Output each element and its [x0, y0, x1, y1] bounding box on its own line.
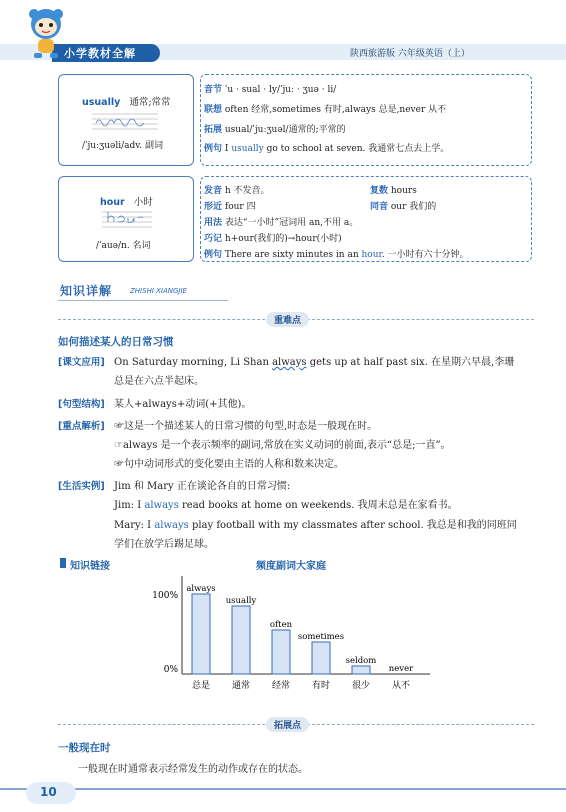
def-row-usage	[204, 215, 358, 228]
handwriting-lines	[102, 208, 152, 230]
chart-title: 频度副词大家庭	[256, 561, 326, 572]
def-label: 巧记	[204, 234, 223, 244]
def-text: often 经常,sometimes 有时,always 总是,never 从不	[224, 105, 447, 115]
x-tick-label: 总是	[191, 681, 211, 691]
def-row-memory	[204, 231, 342, 244]
def-text: ˈu · sual · ly/ˈjuː · ʒuə · li/	[224, 85, 337, 95]
phonetic-hour: /ˈauə/n. 名词	[96, 241, 151, 251]
body-highlight: always	[144, 500, 179, 511]
x-tick-label: 经常	[271, 681, 291, 691]
tag-sentence-structure: [句型结构]	[58, 399, 105, 410]
bar	[312, 642, 330, 674]
section-logo-underline	[58, 300, 228, 301]
def-row-syllable	[204, 82, 336, 95]
def-text: h+our(我们的)→hour(小时)	[224, 234, 342, 244]
app-line-2: 总是在六点半起床。	[114, 376, 204, 387]
headword: usually	[82, 97, 121, 108]
def-row-plural	[370, 183, 417, 196]
def-text: go to school at seven. 我通常七点去上学。	[263, 144, 450, 154]
section-logo: 知识详解	[60, 284, 113, 298]
def-row-association	[204, 102, 446, 115]
tag-key-analysis: [重点解析]	[58, 421, 105, 432]
section-logo-pinyin: ZHISHI XIANGJIE	[130, 287, 187, 295]
structure-text: 某人+always+动词(+其他)。	[114, 399, 252, 410]
section-heading: 如何描述某人的日常习惯	[58, 336, 174, 348]
bar-label: sometimes	[297, 632, 345, 642]
badge-key-point: 重难点	[266, 312, 309, 327]
key-item-3: ☞句中动词形式的变化要由主语的人称和数来决定。	[114, 459, 344, 470]
life-line-1	[114, 496, 458, 511]
def-text: I	[224, 144, 232, 154]
app-line-1	[114, 353, 514, 368]
tag-text-application: [课文应用]	[58, 357, 105, 368]
def-text: our 我们的	[390, 202, 437, 212]
def-label: 用法	[204, 218, 223, 228]
x-tick-label: 从不	[391, 681, 411, 691]
def-text: 表达“一小时”冠词用 an,不用 a。	[224, 218, 359, 228]
mascot-icon	[26, 6, 66, 60]
page-number: 10	[40, 785, 57, 799]
def-text: h 不发音。	[224, 186, 270, 196]
def-row-homophone	[370, 199, 436, 212]
knowledge-link-label: 知识链接	[70, 561, 110, 572]
def-label: 例句	[204, 144, 223, 154]
bar-label: never	[388, 664, 414, 674]
x-tick-label: 有时	[311, 681, 331, 691]
headword-meaning: 小时	[133, 197, 153, 208]
def-label: 联想	[204, 105, 223, 115]
bar	[272, 630, 290, 674]
body-text: play football with my classmates after school. 我总是和我的同班同	[188, 520, 517, 531]
bar-label: often	[269, 620, 293, 630]
bar-label: seldom	[345, 656, 377, 666]
tag-life-example: [生活实例]	[58, 481, 105, 492]
link-marker-icon	[60, 558, 66, 568]
life-intro: Jim 和 Mary 正在谈论各自的日常习惯:	[114, 481, 291, 492]
def-label: 复数	[370, 186, 389, 196]
phonetic-usually: /ˈjuːʒuəli/adv. 副词	[82, 141, 163, 151]
headword-usually	[82, 94, 171, 108]
headword: hour	[100, 197, 125, 208]
def-text: There are sixty minutes in an	[224, 250, 362, 260]
def-label: 例句	[204, 250, 223, 260]
def-row-example	[204, 247, 469, 260]
x-tick-label: 很少	[351, 681, 371, 691]
life-line-3: 学们在放学后踢足球。	[114, 539, 214, 550]
def-highlight: usually	[231, 144, 264, 154]
key-item-1: ☞这是一个描述某人的日常习惯的句型,时态是一般现在时。	[114, 421, 378, 432]
body-highlight: always	[154, 520, 189, 531]
def-row-example	[204, 141, 449, 154]
def-label: 发音	[204, 186, 223, 196]
page-header	[0, 0, 566, 62]
def-label: 拓展	[204, 125, 223, 135]
badge-extension: 拓展点	[266, 717, 309, 732]
def-label: 音节	[204, 85, 223, 95]
frequency-bar-chart	[140, 572, 440, 696]
footer-line	[0, 788, 566, 790]
body-text: On Saturday morning, Li Shan	[114, 357, 273, 368]
body-text: read books at home on weekends. 我周末总是在家看书。	[178, 500, 458, 511]
header-title: 小学教材全解	[64, 47, 136, 60]
tense-text: 一般现在时通常表示经常发生的动作或存在的状态。	[78, 764, 308, 775]
def-label: 形近	[204, 202, 223, 212]
body-text: Jim: I	[114, 500, 145, 511]
header-book-info: 陕西旅游版 六年级英语（上）	[350, 49, 470, 59]
def-highlight: hour	[361, 250, 382, 260]
def-text: four 四	[224, 202, 256, 212]
y-tick-label: 0%	[163, 665, 178, 675]
body-highlight: always	[272, 357, 307, 368]
def-text: usual/ˈjuːʒuəl/通常的;平常的	[224, 125, 346, 135]
def-row-extension	[204, 122, 346, 135]
def-row-pronunciation	[204, 183, 270, 196]
body-text: Mary: I	[114, 520, 155, 531]
bar	[352, 666, 370, 674]
tense-heading: 一般现在时	[58, 742, 111, 754]
body-text: gets up at half past six. 在星期六早晨,李珊	[306, 357, 515, 368]
x-tick-label: 通常	[231, 681, 251, 691]
def-row-similar	[204, 199, 256, 212]
bar-label: always	[186, 584, 216, 594]
bar	[232, 606, 250, 674]
y-tick-label: 100%	[152, 591, 178, 601]
handwriting-lines	[92, 110, 158, 132]
def-text: hours	[390, 186, 417, 196]
headword-meaning: 通常;常常	[129, 97, 171, 108]
def-label: 同音	[370, 202, 389, 212]
key-item-2: ☞always 是一个表示频率的副词,常放在实义动词的前面,表示“总是;一直”。	[114, 440, 451, 451]
life-line-2	[114, 516, 517, 531]
bar	[192, 594, 210, 674]
headword-hour	[100, 194, 153, 208]
bar-label: usually	[225, 596, 257, 606]
def-text: . 一小时有六十分钟。	[381, 250, 469, 260]
